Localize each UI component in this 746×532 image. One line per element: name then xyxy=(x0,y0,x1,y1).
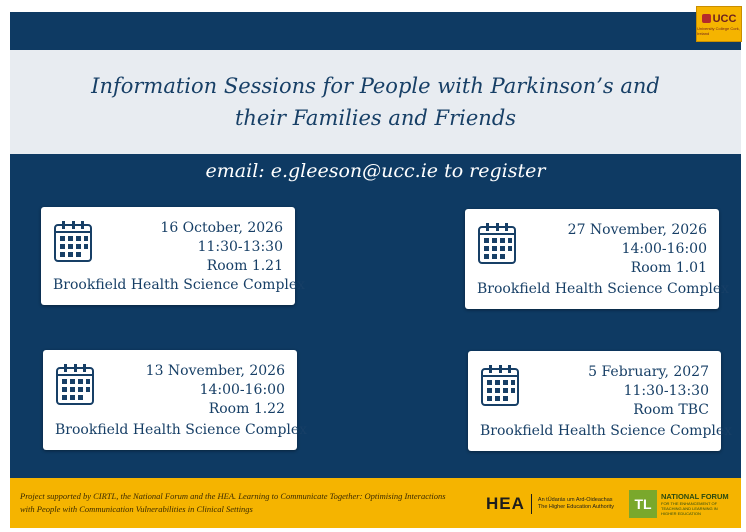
session-room: Room 1.21 xyxy=(206,258,283,274)
hea-label: HEA xyxy=(486,494,525,513)
calendar-icon xyxy=(480,363,520,407)
crest-icon xyxy=(702,14,711,23)
email-line: email: e.gleeson@ucc.ie to register xyxy=(205,160,546,182)
top-band xyxy=(10,12,741,50)
session-time: 14:00-16:00 xyxy=(199,382,285,398)
session-date: 16 October, 2026 xyxy=(160,220,283,236)
hea-line-1: An tÚdarás um Ard-Oideachas xyxy=(537,497,613,503)
hea-logo xyxy=(486,494,614,514)
session-venue: Brookfield Health Science Complex xyxy=(480,423,733,439)
logo-subtext: University College Cork, Ireland xyxy=(697,25,740,36)
nf-title: NATIONAL FORUM xyxy=(661,492,729,501)
session-room: Room 1.01 xyxy=(630,260,707,276)
session-time: 11:30-13:30 xyxy=(623,383,709,399)
session-date: 5 February, 2027 xyxy=(588,364,709,380)
session-card-3 xyxy=(43,350,308,450)
hea-line-2: The Higher Education Authority xyxy=(537,504,615,510)
logo-text: UCC xyxy=(712,12,737,25)
session-time: 14:00-16:00 xyxy=(621,241,707,257)
session-card-1 xyxy=(41,207,306,305)
session-venue: Brookfield Health Science Complex xyxy=(55,422,308,438)
footer-text: Project supported by CIRTL, the National Forum and the HEA. Learning to Communicate Together: Optimising Interactions with People with Communication Vulnerabilities in Clinical Settings xyxy=(20,491,446,514)
session-venue: Brookfield Health Science Complex xyxy=(477,281,730,297)
nf-subtitle: FOR THE ENHANCEMENT OF TEACHING AND LEARNING IN HIGHER EDUCATION xyxy=(661,501,718,516)
session-venue: Brookfield Health Science Complex xyxy=(53,277,306,293)
nf-badge: TL xyxy=(629,490,657,518)
title-band xyxy=(10,50,741,154)
ucc-logo xyxy=(696,6,742,42)
calendar-icon xyxy=(53,219,93,263)
calendar-icon xyxy=(477,221,517,265)
hea-divider xyxy=(531,494,532,514)
footer-band xyxy=(10,478,741,528)
session-time: 11:30-13:30 xyxy=(197,239,283,255)
session-date: 13 November, 2026 xyxy=(145,363,285,379)
calendar-icon xyxy=(55,362,95,406)
session-room: Room 1.22 xyxy=(208,401,285,417)
session-card-2 xyxy=(465,209,730,309)
session-card-4 xyxy=(468,351,733,451)
national-forum-logo xyxy=(629,490,731,518)
page-title: Information Sessions for People with Parkinson’s and their Families and Friends xyxy=(91,74,660,130)
session-date: 27 November, 2026 xyxy=(567,222,707,238)
session-room: Room TBC xyxy=(633,402,709,418)
